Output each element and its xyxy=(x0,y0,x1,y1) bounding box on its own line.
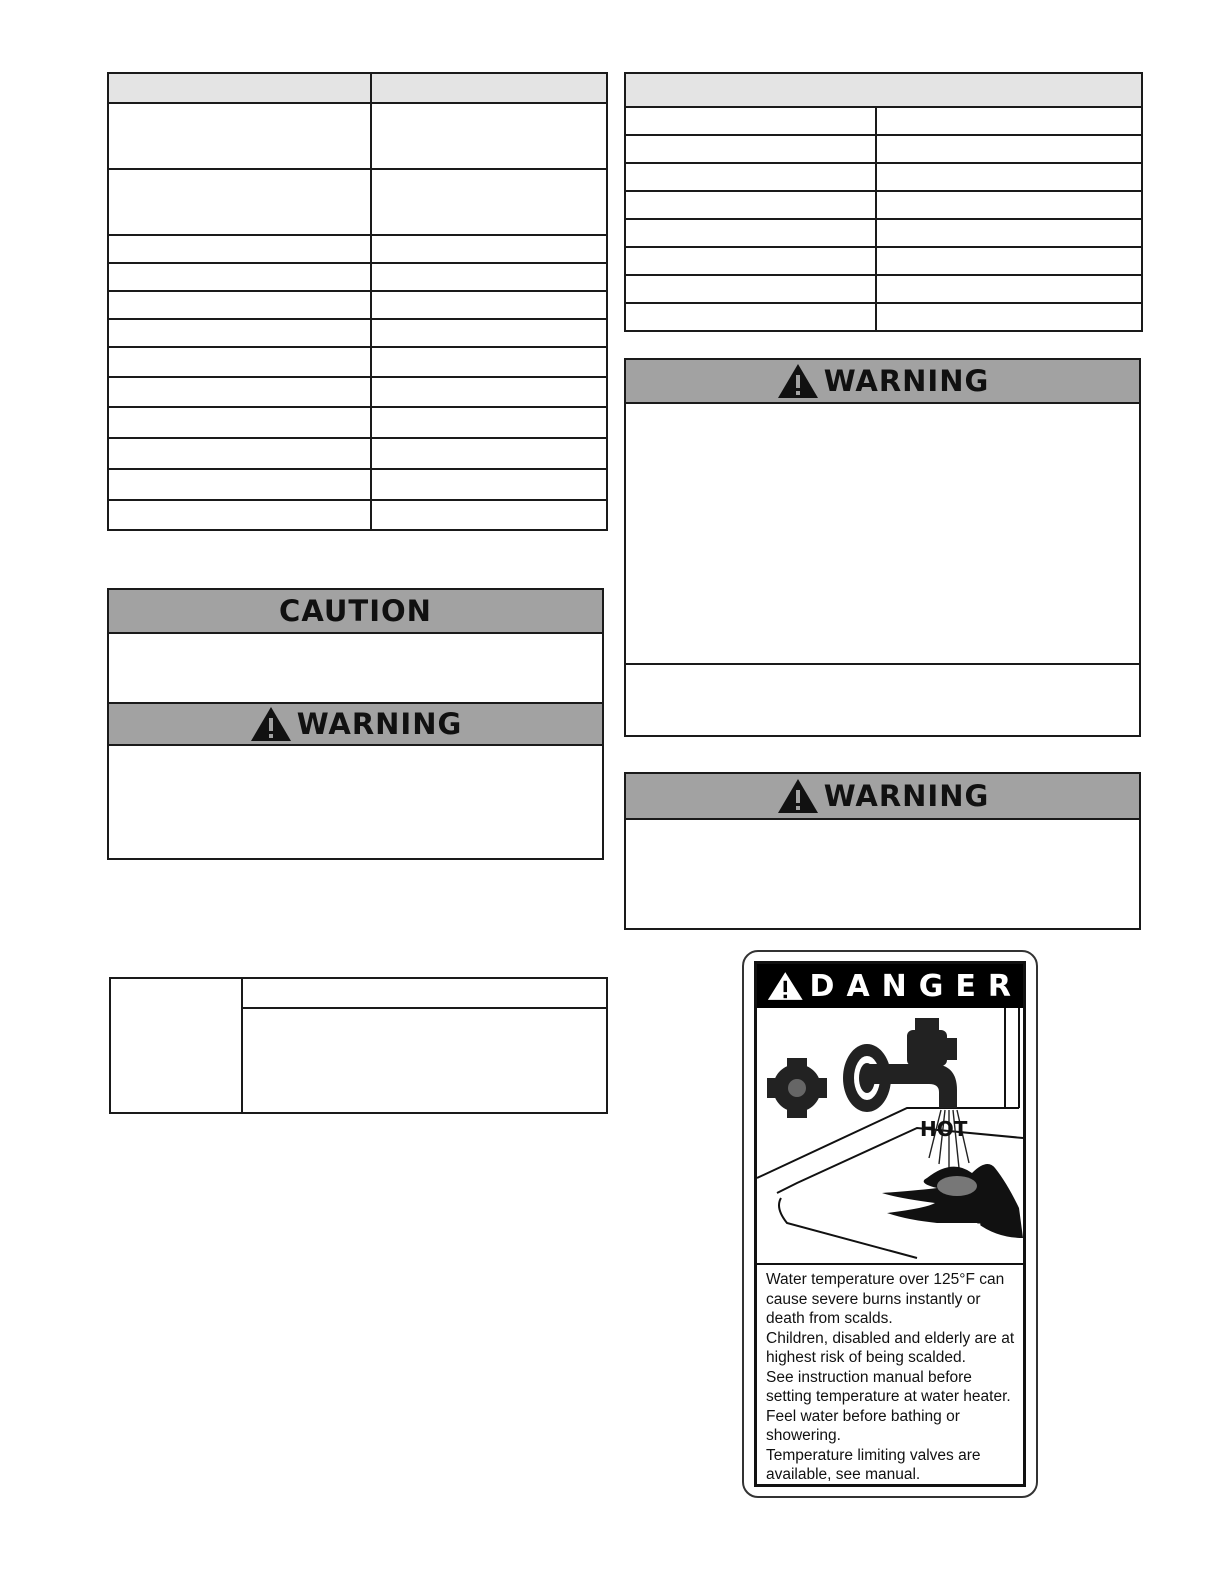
danger-message xyxy=(766,1270,1024,1485)
table-row xyxy=(625,303,1142,331)
hot-text: HOT xyxy=(920,1117,968,1141)
table-row xyxy=(625,163,1142,191)
table-row xyxy=(108,263,607,291)
table-row xyxy=(625,247,1142,275)
table-header-row xyxy=(625,73,1142,107)
danger-line: setting temperature at water heater. xyxy=(766,1388,1011,1405)
danger-line: highest risk of being scalded. xyxy=(766,1349,966,1366)
table-row xyxy=(108,291,607,319)
danger-line: death from scalds. xyxy=(766,1310,893,1327)
valve-handle-icon xyxy=(767,1058,827,1118)
table-row xyxy=(625,135,1142,163)
table-row xyxy=(108,469,607,500)
panel-divider xyxy=(626,663,1139,665)
table-row xyxy=(625,191,1142,219)
table-row xyxy=(108,438,607,469)
danger-label xyxy=(754,961,1026,1487)
danger-line: available, see manual. xyxy=(766,1466,921,1483)
warning-header xyxy=(109,702,602,746)
danger-line: See instruction manual before xyxy=(766,1368,972,1386)
danger-line: Children, disabled and elderly are at xyxy=(766,1329,1015,1347)
pictogram-divider xyxy=(757,1263,1023,1265)
danger-line: showering. xyxy=(766,1427,841,1444)
notice-box-left-cell xyxy=(111,979,243,1112)
table-row xyxy=(108,103,607,169)
table-row xyxy=(625,219,1142,247)
caution-heading: CAUTION xyxy=(279,593,432,628)
table-row xyxy=(625,107,1142,135)
table-row xyxy=(108,319,607,347)
warning-heading: WARNING xyxy=(823,778,990,813)
danger-line: Feel water before bathing or xyxy=(766,1407,960,1425)
table-row xyxy=(108,235,607,263)
warning-triangle-icon xyxy=(776,777,820,815)
danger-line: Water temperature over 125°F can xyxy=(766,1271,1005,1288)
table-row xyxy=(108,407,607,438)
danger-header xyxy=(757,964,1023,1008)
notice-box-divider xyxy=(243,1007,606,1009)
warning-triangle-icon xyxy=(776,362,820,400)
warning-heading: WARNING xyxy=(296,706,463,741)
table-row xyxy=(625,275,1142,303)
danger-signal-word: DANGER xyxy=(809,968,1023,1004)
scald-hazard-pictogram xyxy=(757,1008,1023,1263)
burn-text: BURN xyxy=(937,1222,982,1238)
left-spec-table xyxy=(107,72,608,531)
warning-header xyxy=(626,360,1139,404)
warning-triangle-icon xyxy=(249,705,293,743)
warning-header xyxy=(626,774,1139,820)
danger-line: Temperature limiting valves are xyxy=(766,1446,981,1464)
table-row xyxy=(108,169,607,235)
table-row xyxy=(108,377,607,407)
danger-line: cause severe burns instantly or xyxy=(766,1290,981,1308)
table-row xyxy=(108,500,607,530)
caution-warning-panel xyxy=(107,588,604,860)
warning-panel-right-top xyxy=(624,358,1141,737)
caution-header xyxy=(109,590,602,634)
right-spec-table xyxy=(624,72,1143,332)
table-header-row xyxy=(108,73,607,103)
warning-panel-right-mid xyxy=(624,772,1141,930)
danger-triangle-icon xyxy=(767,969,804,1003)
table-row xyxy=(108,347,607,377)
notice-box xyxy=(109,977,608,1114)
warning-heading: WARNING xyxy=(823,363,990,398)
